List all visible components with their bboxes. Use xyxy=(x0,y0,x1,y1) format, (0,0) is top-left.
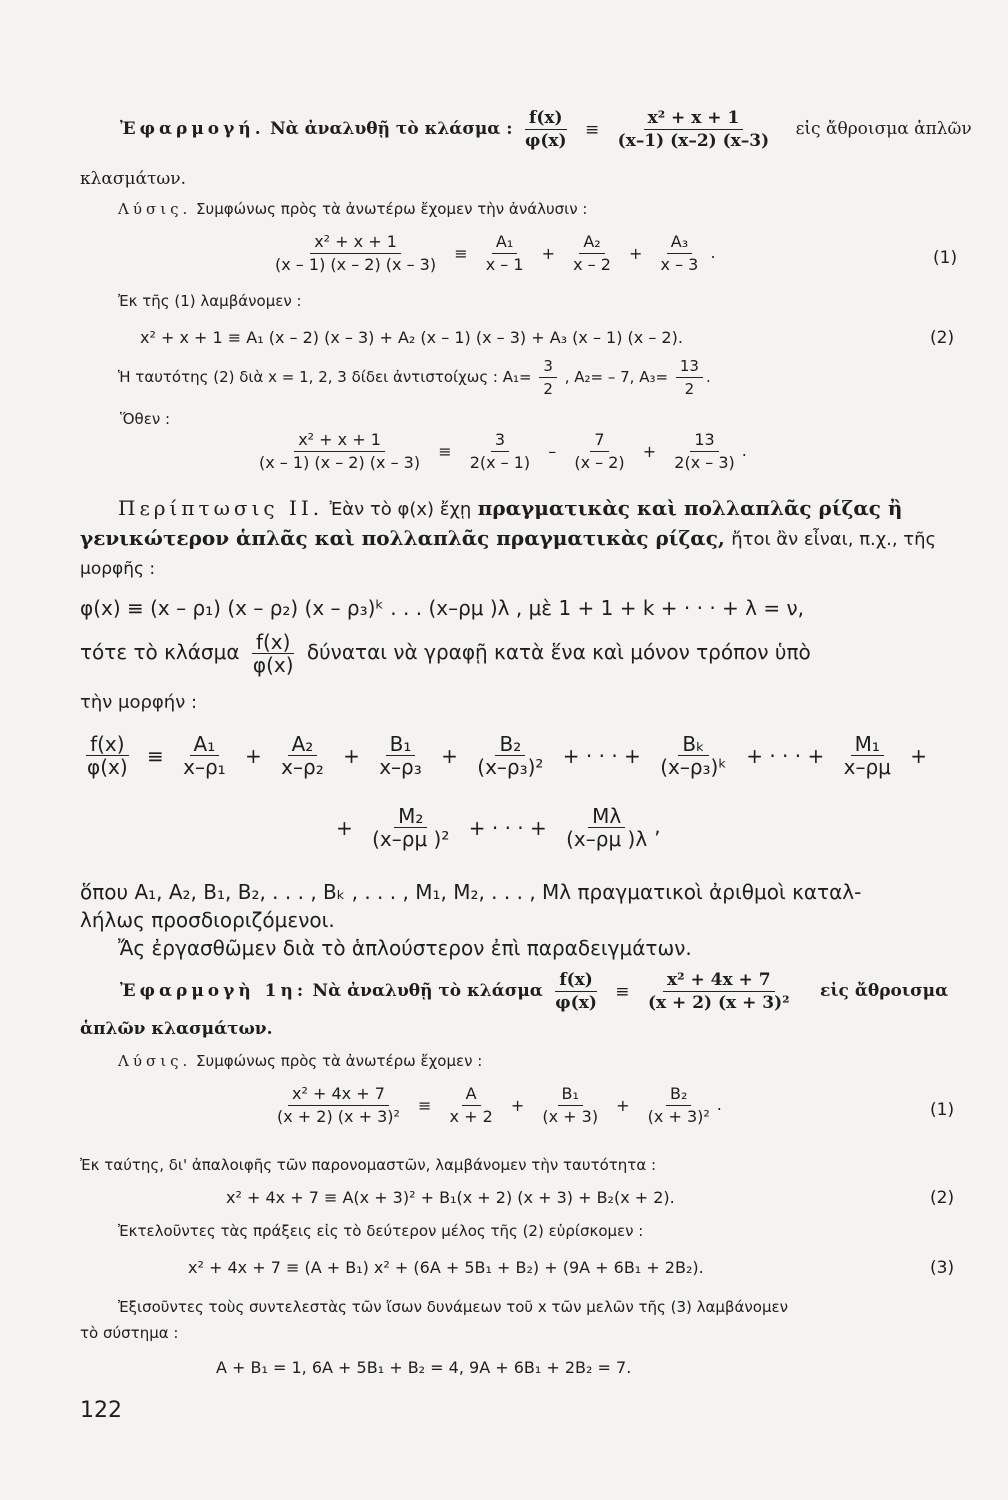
case2-form-line: τὴν μορφήν : xyxy=(80,692,198,713)
example2-equation-2: x² + 4x + 7 ≡ A(x + 3)² + B₁(x + 2) (x + 3) + B₂(x + 2). xyxy=(226,1188,675,1207)
then-fraction: $\frac{f(x)}{\varphi(x)}$ xyxy=(252,630,294,677)
example2-system: A + B₁ = 1, 6A + 5B₁ + B₂ = 4, 9A + 6B₁ + 2B₂ = 7. xyxy=(216,1358,632,1377)
solution-label: Λύσις. xyxy=(118,200,192,218)
example1-final-equation: $\frac{\text{x² + x + 1}}{(x - 1) (x - 2) (x - 3)}$ ≡ $\frac{3}{2(x - 1)}$ – $\frac{7}{(x - 2)}$ + $\frac{13}{2(x - 3)}$ . xyxy=(259,430,747,472)
example2-elimination: Ἐκ ταύτης, δι' ἀπαλοιφῆς τῶν παρονομαστῶν, λαμβάνομεν τὴν ταυτότητα : xyxy=(80,1156,657,1174)
example2-label: Ἐφαρμογὴ 1η: xyxy=(120,981,308,1001)
equation-tag-e1: (1) xyxy=(930,1100,955,1120)
example2-equate-line1: Ἐξισοῦντες τοὺς συντελεστὰς τῶν ἴσων δυνάμεων τοῦ x τῶν μελῶν τῆς (3) λαμβάνομεν xyxy=(118,1298,788,1316)
example1-text: Νὰ ἀναλυθῇ τὸ κλάσμα : xyxy=(270,119,513,139)
example2-equate-line2: τὸ σύστημα : xyxy=(80,1324,179,1342)
equation-tag-e3: (3) xyxy=(930,1258,955,1278)
example1-from1: Ἐκ τῆς (1) λαμβάνομεν : xyxy=(118,292,302,310)
case2-phi-definition: φ(x) ≡ (x – ρ₁) (x – ρ₂) (x – ρ₃)ᵏ . . . (x–ρμ )λ , μὲ 1 + 1 + k + · · · + λ = ν, xyxy=(80,596,805,620)
case2-line2: γενικώτερον ἁπλᾶς καὶ πολλαπλᾶς πραγματικὰς ρίζας, ἤτοι ἂν εἶναι, π.χ., τῆς xyxy=(80,526,937,550)
equation-tag-1: (1) xyxy=(933,248,958,268)
example1-frac-left: $\frac{f(x)}{\varphi(x)}$ xyxy=(525,108,567,151)
example1-tail: εἰς ἄθροισμα ἁπλῶν xyxy=(795,119,972,139)
example1-frac-right: $\frac{\text{x² + x + 1}}{(x-1) (x-2) (x-3)}$ xyxy=(617,108,770,151)
example1-label: Ἐφαρμογή. xyxy=(120,119,265,139)
a2-a3-text: , A₂= – 7, A₃= xyxy=(564,368,669,386)
example1-hence: Ὅθεν : xyxy=(120,410,171,428)
example2-equation-3: x² + 4x + 7 ≡ (A + B₁) x² + (6A + 5B₁ + B₂) + (9A + 6B₁ + 2B₂). xyxy=(188,1258,704,1277)
case2-line1: Περίπτωσις II. Ἐὰν τὸ φ(x) ἔχῃ πραγματικὰς καὶ πολλαπλᾶς ρίζας ἢ xyxy=(118,496,903,520)
a3-fraction: $\frac{13}{2}$ xyxy=(676,356,703,399)
general-decomposition-line1: $\frac{f(x)}{\varphi(x)}$ ≡ $\frac{\text{A₁}}{\text{x–ρ₁}}$ + $\frac{\text{A₂}}{\text{x–ρ₂}}$ + $\frac{\text{B₁}}{\text{x–ρ₃}}$ + $\frac{\text{B₂}}{\text{(x–ρ₃)²}}$ + · · · + $\frac{\text{Bₖ}}{\text{(x–ρ₃)ᵏ}}$ + · · · + $\frac{\text{M₁}}{x-\rho\mu}$ + xyxy=(87,732,927,779)
example1-intro: Ἐφαρμογή. Νὰ ἀναλυθῇ τὸ κλάσμα : $\frac{f(x)}{\varphi(x)}$ ≡ $\frac{\text{x² + x + 1}}{(x-1) (x-2) (x-3)}$ εἰς ἄθροισμα ἁπλῶν xyxy=(120,108,972,151)
case2-where-line1: ὅπου A₁, A₂, B₁, B₂, . . . , Bₖ , . . . , M₁, M₂, . . . , Mλ πραγματικοὶ ἀριθμοὶ καταλ- xyxy=(80,880,862,904)
identity-text: Ἡ ταυτότης (2) διὰ x = 1, 2, 3 δίδει ἀντιστοίχως : A₁= xyxy=(118,368,532,386)
case2-label: Περίπτωσις II. xyxy=(118,496,324,520)
a1-fraction: $\frac{3}{2}$ xyxy=(539,356,557,399)
case2-then-line: τότε τὸ κλάσμα $\frac{f(x)}{\varphi(x)}$ δύναται νὰ γραφῇ κατὰ ἕνα καὶ μόνον τρόπον ὑπὸ xyxy=(80,630,811,677)
equation-tag-e2: (2) xyxy=(930,1188,955,1208)
example1-intro-line2: κλασμάτων. xyxy=(80,169,187,189)
example1-solution xyxy=(118,198,587,220)
example2-solution: Λύσις. Συμφώνως πρὸς τὰ ἀνωτέρω ἔχομεν : xyxy=(118,1052,483,1070)
example2-text: Νὰ ἀναλυθῇ τὸ κλάσμα xyxy=(312,981,543,1001)
solution-text: Συμφώνως πρὸς τὰ ἀνωτέρω ἔχομεν τὴν ἀνάλυσιν : xyxy=(196,200,588,218)
example2-intro-line2: ἁπλῶν κλασμάτων. xyxy=(80,1019,273,1039)
page-number: 122 xyxy=(80,1398,122,1423)
case2-work-line: Ἄς ἐργασθῶμεν διὰ τὸ ἁπλούστερον ἐπὶ παραδειγμάτων. xyxy=(118,936,692,960)
case2-where-line2: λήλως προσδιοριζόμενοι. xyxy=(80,908,335,932)
example2-intro: Ἐφαρμογὴ 1η: Νὰ ἀναλυθῇ τὸ κλάσμα $\frac{f(x)}{\varphi(x)}$ ≡ $\frac{\text{x² + 4x + 7}}{\text{(x + 2) (x + 3)²}}$ εἰς ἄθροισμα xyxy=(120,970,949,1013)
example1-equation-1: $\frac{\text{x² + x + 1}}{(x - 1) (x - 2) (x - 3)}$ ≡ $\frac{\text{A₁}}{x - 1}$ + $\frac{\text{A₂}}{x - 2}$ + $\frac{\text{A₃}}{x - 3}$ . xyxy=(275,232,716,274)
example2-equation-1: $\frac{\text{x² + 4x + 7}}{\text{(x + 2) (x + 3)²}}$ ≡ $\frac{A}{x + 2}$ + $\frac{\text{B₁}}{(x + 3)}$ + $\frac{\text{B₂}}{\text{(x + 3)²}}$ . xyxy=(277,1084,722,1126)
example2-perform: Ἐκτελοῦντες τὰς πράξεις εἰς τὸ δεύτερον μέλος τῆς (2) εὑρίσκομεν : xyxy=(118,1222,644,1240)
equation-tag-2: (2) xyxy=(930,328,955,348)
general-decomposition-line2: + $\frac{\text{M₂}}{\text{(x–ρμ )²}}$ + · · · + $\frac{M\lambda}{(x-\rho\mu )\lambda}$ , xyxy=(336,804,661,851)
example1-identity: Ἡ ταυτότης (2) διὰ x = 1, 2, 3 δίδει ἀντιστοίχως : A₁= $\frac{3}{2}$ , A₂= – 7, A₃= $\frac{13}{2}$ . xyxy=(118,357,711,398)
example1-equation-2: x² + x + 1 ≡ A₁ (x – 2) (x – 3) + A₂ (x – 1) (x – 3) + A₃ (x – 1) (x – 2). xyxy=(140,328,683,347)
case2-line3: μορφῆς : xyxy=(80,559,156,579)
